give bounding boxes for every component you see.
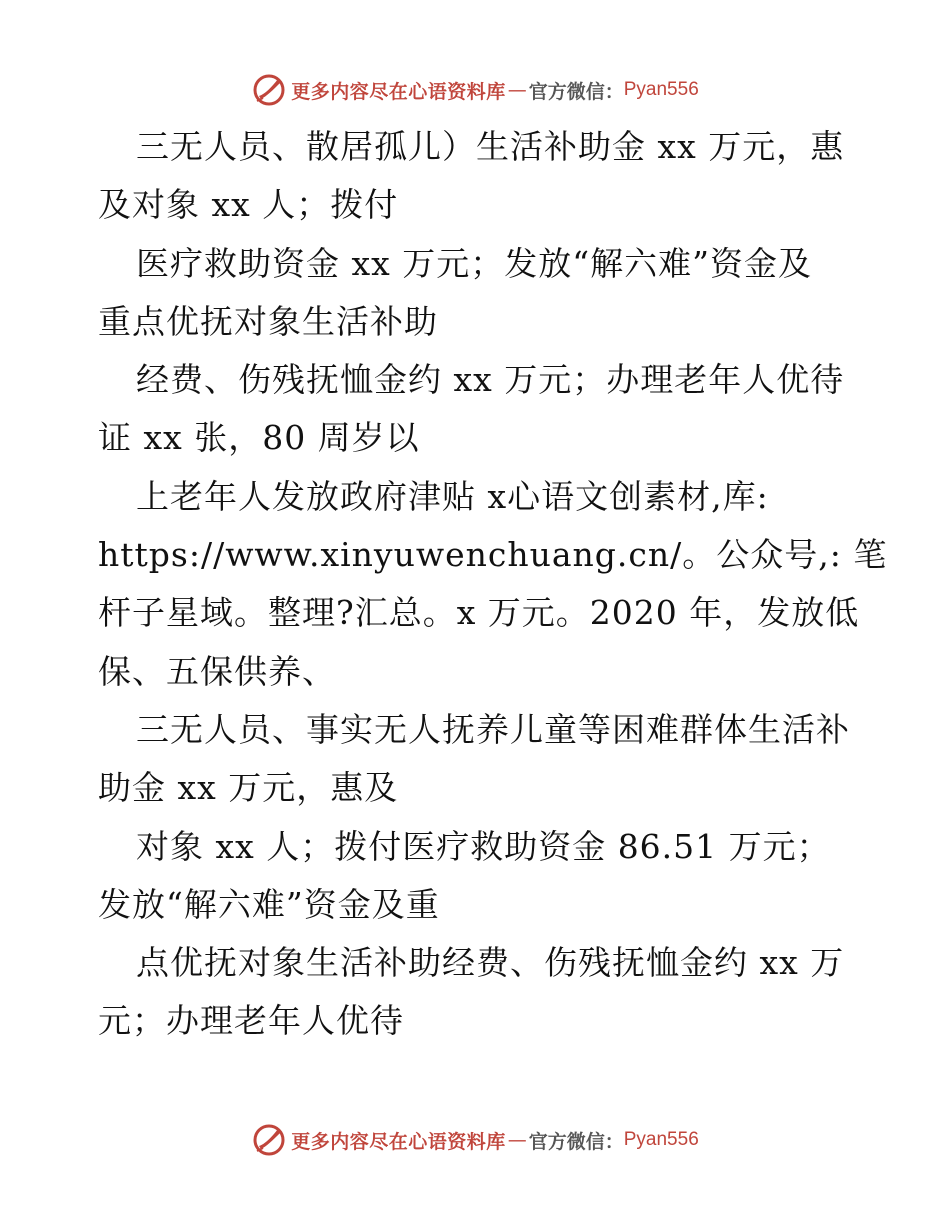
footer-official-label: 官方微信： — [528, 1130, 624, 1153]
header-wechat-handle: Pyan556 — [623, 79, 699, 100]
document-body — [98, 118, 888, 1051]
header-banner — [0, 70, 950, 110]
body-line: 对象 xx 人；拨付医疗救助资金 86.51 万元； — [136, 826, 831, 866]
footer-wechat-handle: Pyan556 — [623, 1129, 699, 1150]
body-line: 重点优抚对象生活补助 — [98, 301, 438, 341]
body-line: 经费、伤残抚恤金约 xx 万元；办理老年人优待 — [136, 360, 845, 400]
body-line: 三无人员、散居孤儿）生活补助金 xx 万元，惠 — [136, 127, 845, 166]
body-line: 元；办理老年人优待 — [98, 1001, 404, 1041]
pen-logo-icon — [251, 1122, 287, 1158]
body-line: 发放“解六难”资金及重 — [98, 884, 440, 924]
header-main-text: 更多内容尽在心语资料库 — [291, 80, 506, 103]
body-line: 助金 xx 万元，惠及 — [98, 768, 399, 808]
footer-separator: — — [507, 1129, 527, 1151]
body-line: 医疗救助资金 xx 万元；发放“解六难”资金及 — [136, 243, 812, 283]
body-line: 点优抚对象生活补助经费、伤残抚恤金约 xx 万 — [136, 943, 845, 983]
footer-main-text: 更多内容尽在心语资料库 — [291, 1130, 506, 1153]
body-line: 及对象 xx 人；拨付 — [98, 185, 399, 225]
body-line: 杆子星域。整理?汇总。x 万元。2020 年，发放低 — [98, 593, 860, 633]
body-line: 证 xx 张，80 周岁以 — [98, 418, 420, 458]
footer-banner — [0, 1120, 950, 1160]
pen-logo-icon — [251, 72, 287, 108]
body-line: https://www.xinyuwenchuang.cn/。公众号,: 笔 — [98, 535, 888, 575]
body-line: 保、五保供养、 — [98, 651, 336, 691]
body-line: 三无人员、事实无人抚养儿童等困难群体生活补 — [136, 709, 850, 749]
header-separator: — — [507, 79, 527, 101]
body-line: 上老年人发放政府津贴 x心语文创素材,库: — [136, 476, 769, 516]
header-official-label: 官方微信： — [528, 80, 624, 103]
